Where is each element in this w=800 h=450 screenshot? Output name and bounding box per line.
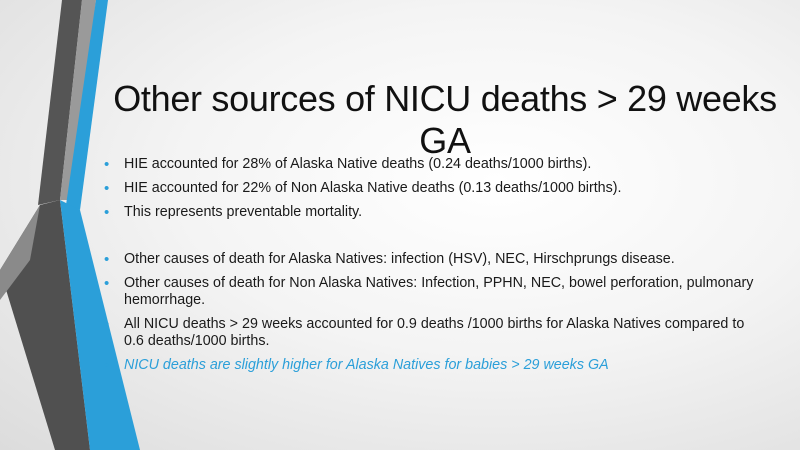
bullet-dot-icon: • [104,204,110,221]
bullet-dot-icon: • [104,316,110,333]
bullet-text: This represents preventable mortality. [124,204,363,220]
bullet-dot-icon: • [104,156,110,173]
list-item [104,180,764,197]
bullet-text: All NICU deaths > 29 weeks accounted for 0.9 deaths /1000 births for Alaska Natives compared to 0.6 deaths/1000 births. [124,316,745,349]
list-item [104,275,764,309]
bullet-text: HIE accounted for 28% of Alaska Native deaths (0.24 deaths/1000 births). [124,156,592,172]
bullet-text: NICU deaths are slightly higher for Alaska Natives for babies > 29 weeks GA [124,357,609,373]
slide-title: Other sources of NICU deaths > 29 weeks GA [113,78,777,161]
bullet-list [104,156,764,381]
list-item [104,316,764,350]
bullet-dot-icon: • [104,251,110,268]
bullet-dot-icon: • [104,357,110,374]
bullet-text: Other causes of death for Non Alaska Natives: Infection, PPHN, NEC, bowel perforation, pulmonary hemorrhage. [124,275,754,308]
list-item-highlighted [104,357,764,374]
bullet-text: Other causes of death for Alaska Natives: infection (HSV), NEC, Hirschprungs disease. [124,251,675,267]
bullet-dot-icon: • [104,275,110,292]
list-item [104,204,764,221]
bullet-text: HIE accounted for 22% of Non Alaska Native deaths (0.13 deaths/1000 births). [124,180,622,196]
bullet-dot-icon: • [104,180,110,197]
list-item [104,156,764,173]
list-item [104,251,764,268]
